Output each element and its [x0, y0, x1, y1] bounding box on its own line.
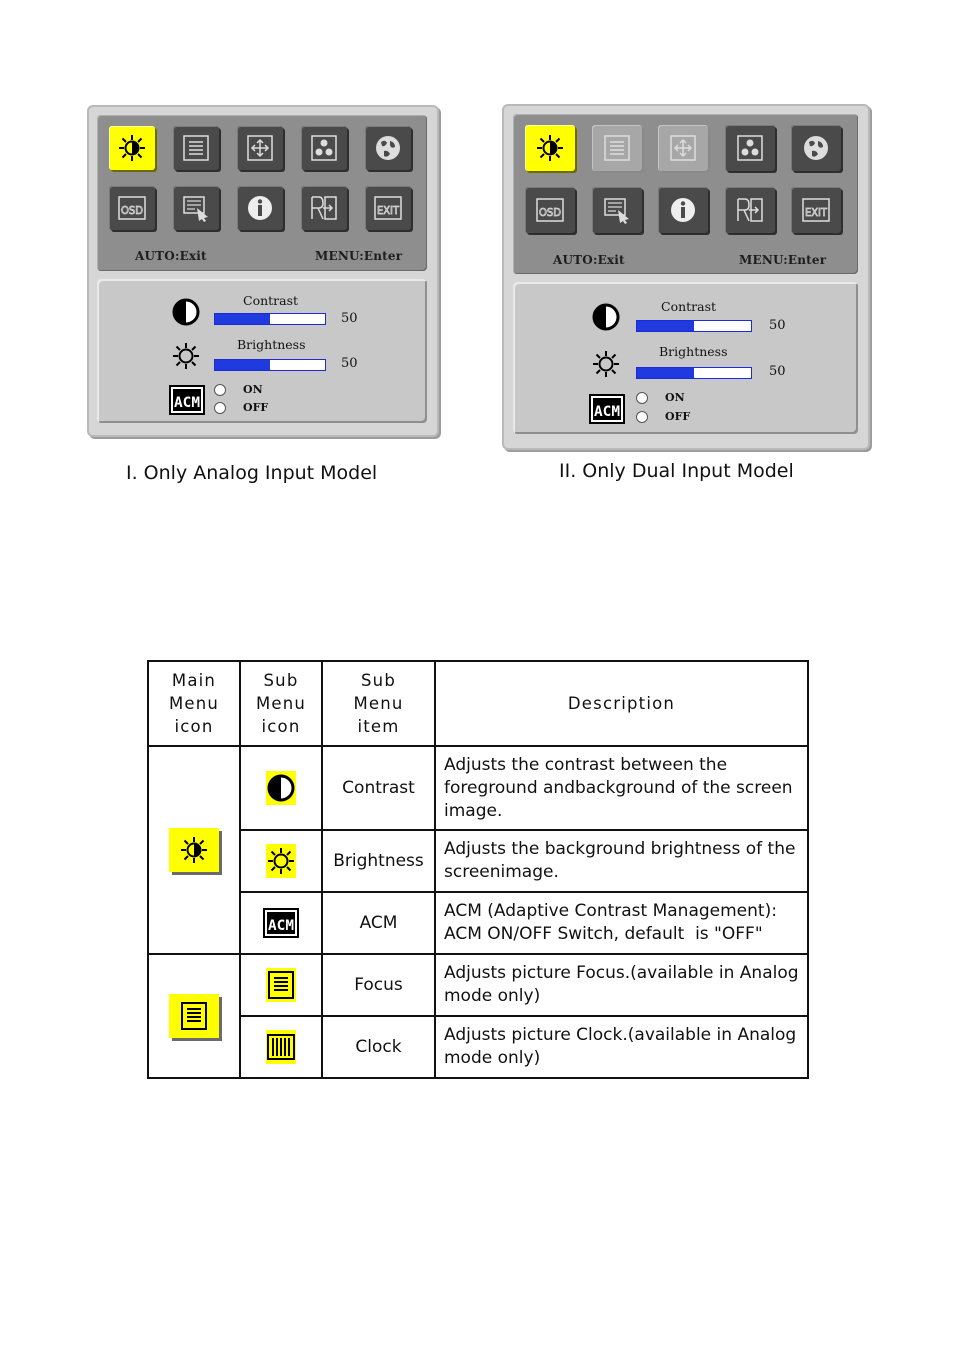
osd-function-table [147, 660, 809, 1079]
brightness-sub-icon [591, 349, 621, 379]
menu-enter-hint: MENU:Enter [739, 253, 827, 267]
contrast-value: 50 [341, 311, 358, 326]
table-item-brightness: Brightness [322, 830, 435, 892]
contrast-slider[interactable] [636, 320, 752, 332]
focus-clock-main-icon [169, 994, 219, 1038]
osd-main-menu [97, 115, 427, 271]
language-icon[interactable] [791, 125, 841, 171]
setup-icon[interactable] [592, 187, 642, 233]
brightness-icon[interactable] [109, 126, 155, 170]
table-item-clock: Clock [322, 1016, 435, 1078]
auto-exit-hint: AUTO:Exit [135, 249, 207, 263]
main-icon-focus-cell [148, 954, 240, 1078]
acm-on-label: ON [665, 391, 685, 404]
osd-icon[interactable] [525, 187, 575, 233]
brightness-label: Brightness [237, 337, 306, 352]
acm-icon [589, 394, 625, 424]
table-row [148, 746, 808, 830]
focus-clock-icon[interactable] [173, 126, 219, 170]
focus-clock-icon [592, 125, 642, 171]
acm-off-label: OFF [665, 410, 691, 423]
acm-on-radio[interactable] [636, 392, 648, 404]
brightness-value: 50 [341, 356, 358, 371]
caption-analog: I. Only Analog Input Model [126, 462, 378, 484]
setup-icon[interactable] [173, 186, 219, 230]
header-main-menu-icon: Main Menu icon [148, 661, 240, 746]
acm-off-radio[interactable] [636, 411, 648, 423]
clock-icon [266, 1030, 296, 1064]
osd-submenu [513, 282, 858, 434]
exit-icon[interactable] [791, 187, 841, 233]
table-desc-contrast: Adjusts the contrast between the foreground andbackground of the screen image. [435, 746, 808, 830]
table-row [148, 1016, 808, 1078]
contrast-label: Contrast [661, 299, 717, 314]
brightness-sub-icon [266, 844, 296, 878]
table-item-acm: ACM [322, 892, 435, 954]
exit-icon[interactable] [365, 186, 411, 230]
osd-panel-analog [87, 105, 439, 437]
language-icon[interactable] [365, 126, 411, 170]
menu-enter-hint: MENU:Enter [315, 249, 403, 263]
contrast-icon [266, 771, 296, 805]
input-icon[interactable] [725, 187, 775, 233]
osd-icon[interactable] [109, 186, 155, 230]
main-icon-brightness-cell [148, 746, 240, 954]
acm-on-radio[interactable] [214, 384, 226, 396]
table-row [148, 954, 808, 1016]
header-sub-menu-item: Sub Menu item [322, 661, 435, 746]
table-item-contrast: Contrast [322, 746, 435, 830]
acm-icon [263, 907, 299, 939]
table-row [148, 830, 808, 892]
header-sub-menu-icon: Sub Menu icon [240, 661, 322, 746]
table-desc-focus: Adjusts picture Focus.(available in Analog mode only) [435, 954, 808, 1016]
brightness-value: 50 [769, 364, 786, 379]
information-icon[interactable] [237, 186, 283, 230]
acm-on-label: ON [243, 383, 263, 396]
brightness-main-icon [169, 828, 219, 872]
position-icon [658, 125, 708, 171]
table-desc-clock: Adjusts picture Clock.(available in Analog mode only) [435, 1016, 808, 1078]
caption-dual: II. Only Dual Input Model [559, 460, 794, 482]
contrast-value: 50 [769, 318, 786, 333]
acm-off-label: OFF [243, 401, 269, 414]
brightness-slider[interactable] [214, 359, 326, 371]
color-icon[interactable] [301, 126, 347, 170]
contrast-icon [171, 297, 201, 327]
osd-main-menu [513, 114, 858, 274]
contrast-icon [591, 302, 621, 332]
table-desc-brightness: Adjusts the background brightness of the screenimage. [435, 830, 808, 892]
position-icon[interactable] [237, 126, 283, 170]
table-row [148, 892, 808, 954]
header-description: Description [435, 661, 808, 746]
table-desc-acm: ACM (Adaptive Contrast Management): ACM ON/OFF Switch, default is "OFF" [435, 892, 808, 954]
table-item-focus: Focus [322, 954, 435, 1016]
auto-exit-hint: AUTO:Exit [553, 253, 625, 267]
focus-icon [266, 968, 296, 1002]
contrast-label: Contrast [243, 293, 299, 308]
brightness-sub-icon [171, 341, 201, 371]
acm-off-radio[interactable] [214, 402, 226, 414]
brightness-label: Brightness [659, 344, 728, 359]
osd-panel-dual [502, 104, 870, 450]
input-icon[interactable] [301, 186, 347, 230]
brightness-icon[interactable] [525, 125, 575, 171]
brightness-slider[interactable] [636, 367, 752, 379]
acm-icon [169, 385, 205, 415]
color-icon[interactable] [725, 125, 775, 171]
information-icon[interactable] [658, 187, 708, 233]
osd-submenu [97, 279, 427, 423]
table-header-row [148, 661, 808, 746]
contrast-slider[interactable] [214, 313, 326, 325]
